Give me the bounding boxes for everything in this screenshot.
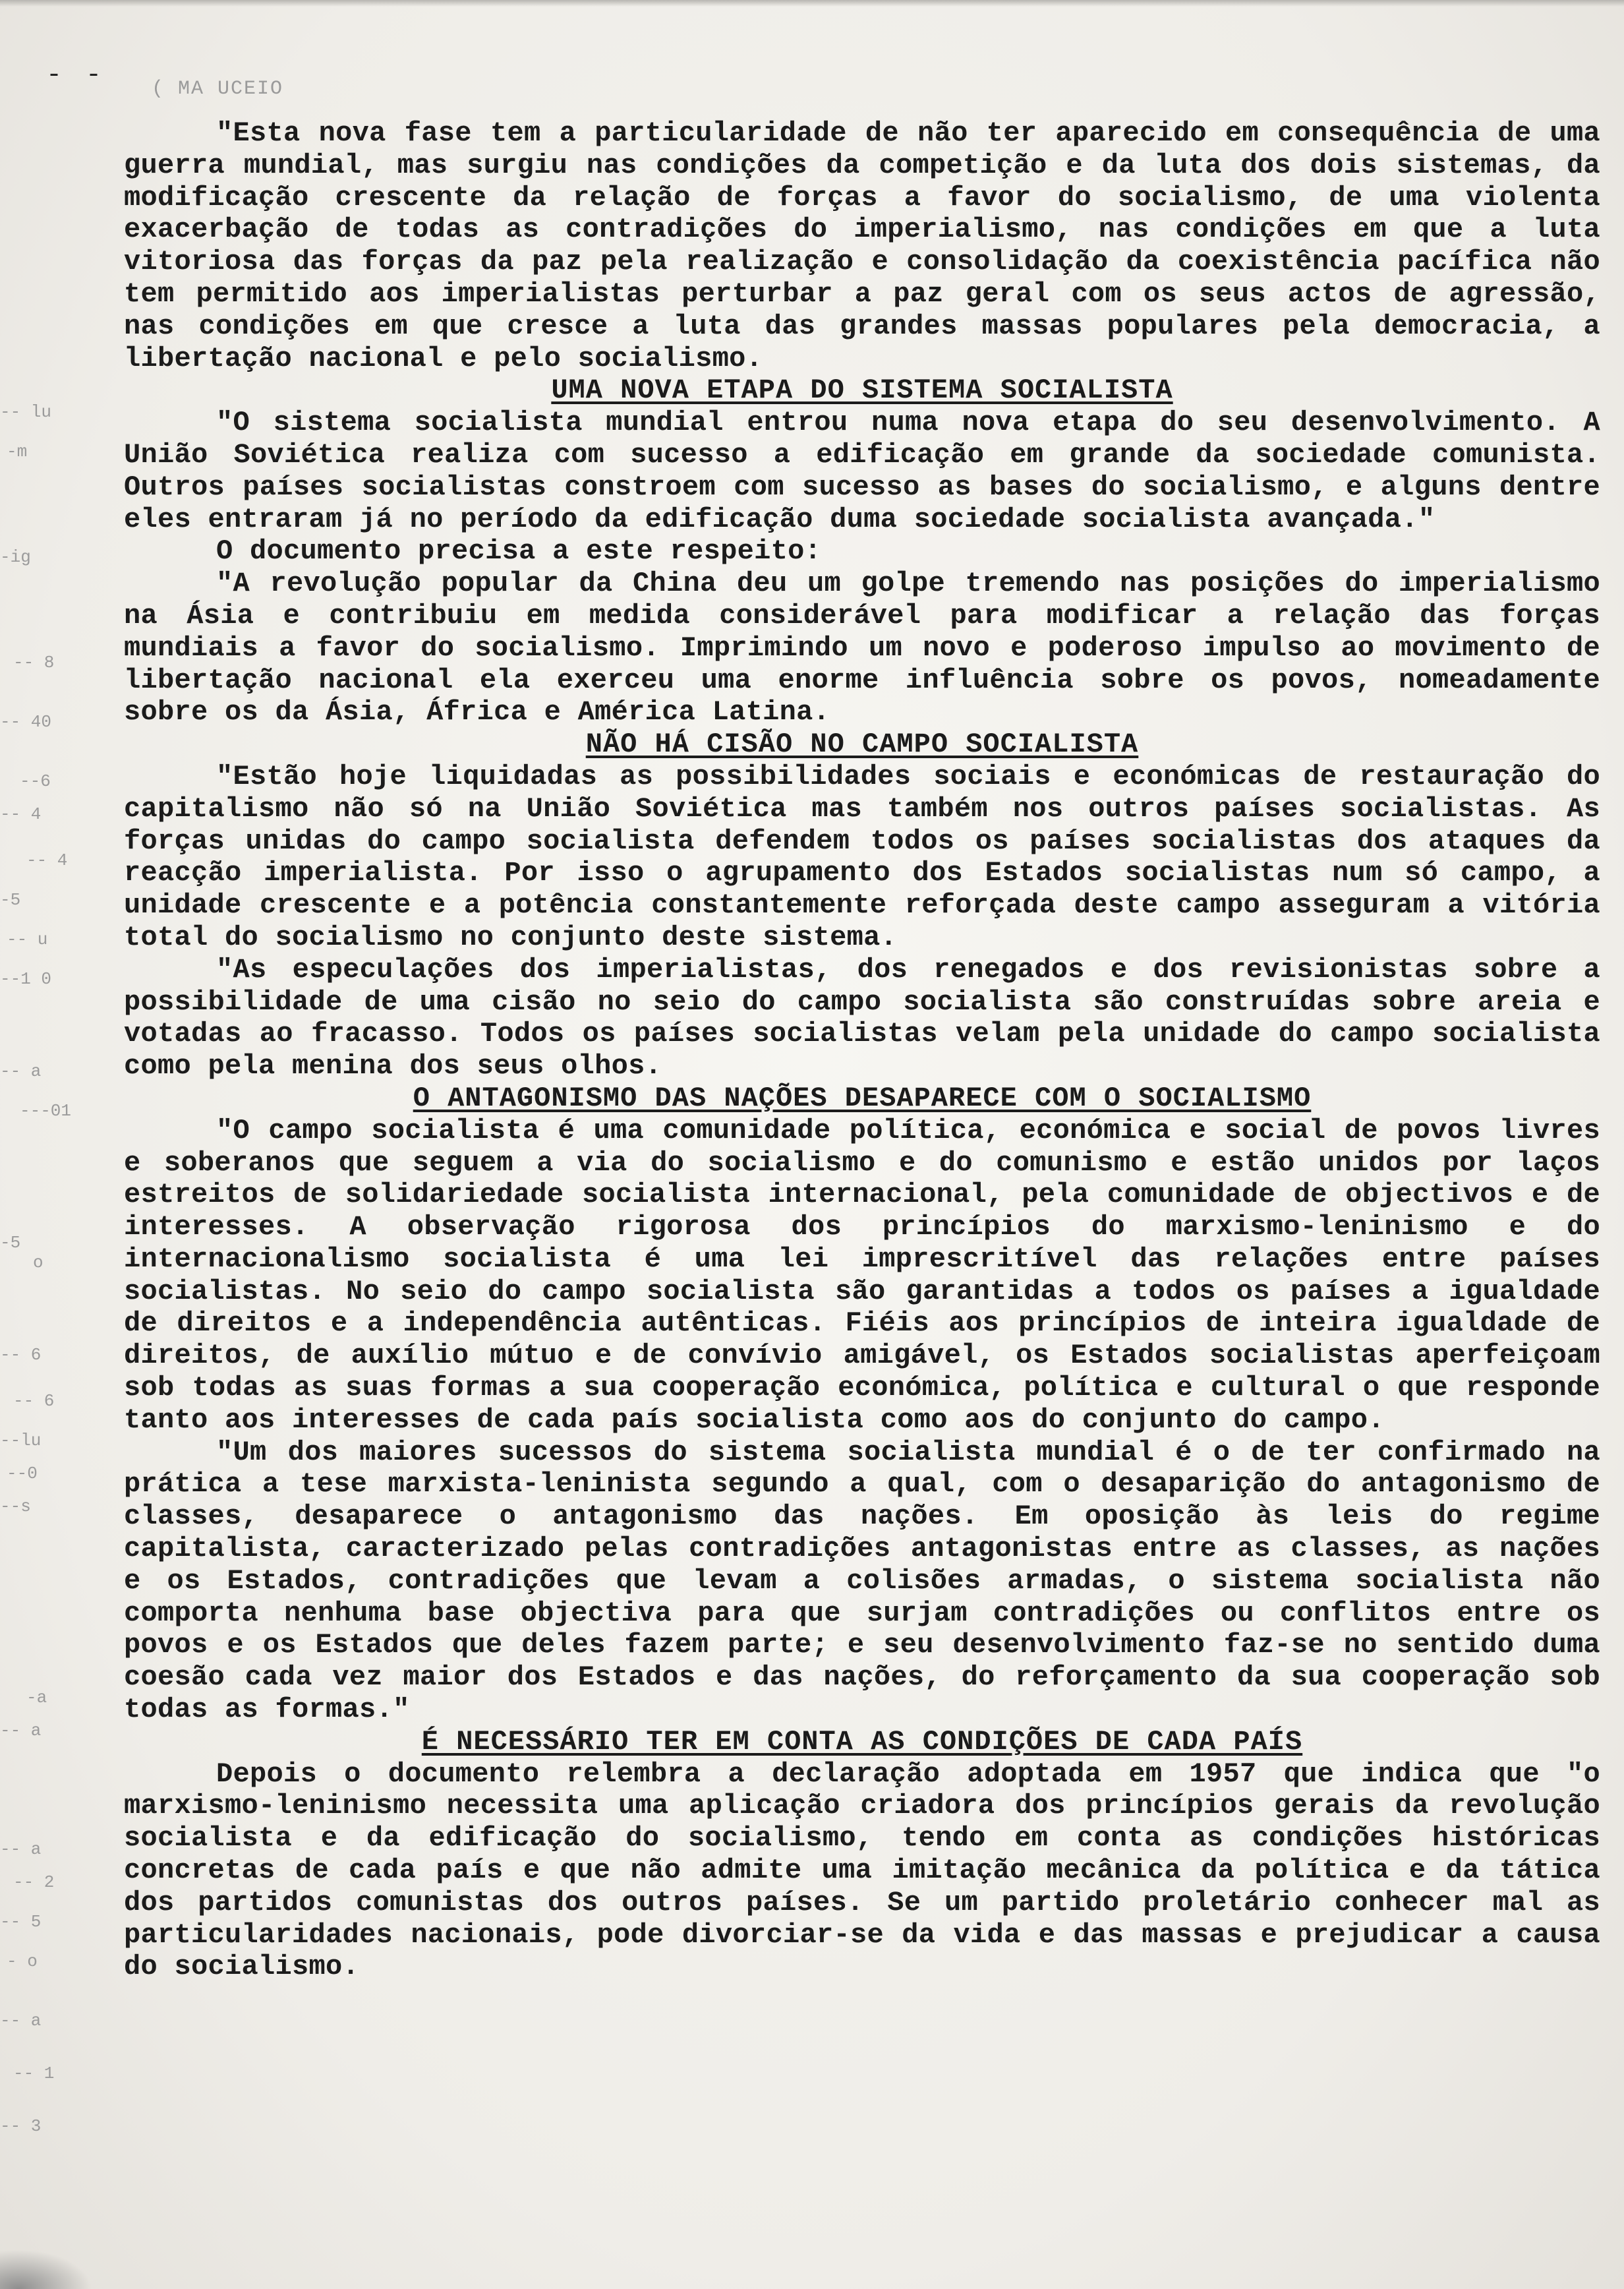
margin-note: -- 3	[0, 2116, 42, 2136]
margin-note: -- 40	[0, 712, 52, 732]
margin-note: -- a	[0, 2011, 42, 2031]
margin-note: -- a	[0, 1839, 42, 1859]
margin-note: -- 8	[13, 653, 55, 672]
section-heading: UMA NOVA ETAPA DO SISTEMA SOCIALISTA	[551, 374, 1173, 407]
margin-note: -- a	[0, 1721, 42, 1740]
corner-mark: - -	[46, 61, 106, 90]
margin-note: --lu	[0, 1431, 42, 1450]
margin-note: -- 4	[0, 804, 42, 824]
paragraph: O documento precisa a este respeito:	[216, 535, 822, 568]
margin-note: -- a	[0, 1061, 42, 1081]
paragraph: "O sistema socialista mundial entrou numa nova etapa do seu desenvolvimento. A União Soviética realiza com sucesso a edificação em grande da sociedade comunista. Outros países socialistas constroem com sucesso as bases do socialismo, e alguns dentre eles entraram já no período da edificação duma sociedade socialista avançada."	[124, 407, 1600, 535]
margin-note: -a	[26, 1688, 47, 1708]
paragraph: "Esta nova fase tem a particularidade de não ter aparecido em consequência de uma guerra mundial, mas surgiu nas condições da competição e da luta dos dois sistemas, da modificação crescente da relação de forças a favor do socialismo, de uma violenta exacerbação de todas as contradições do imperialismo, nas condições em que a luta vitoriosa das forças da paz pela realização e consolidação da coexistência pacífica não tem permitido aos imperialistas perturbar a paz geral com os seus actos de agressão, nas condições em que cresce a luta das grandes massas populares pela democracia, a libertação nacional e pelo socialismo.	[124, 117, 1600, 374]
margin-note: ---01	[20, 1101, 72, 1121]
left-margin-bleedthrough	[0, 402, 125, 2248]
section-heading: É NECESSÁRIO TER EM CONTA AS CONDIÇÕES DE CADA PAÍS	[421, 1725, 1303, 1758]
margin-note: -- 4	[26, 850, 68, 870]
paragraph: "A revolução popular da China deu um golpe tremendo nas posições do imperialismo na Ásia e contribuiu em medida considerável para modificar a relação das forças mundiais a favor do socialismo. Imprimindo um novo e poderoso impulso ao movimento de libertação nacional ela exerceu uma enorme influência sobre os povos, nomeadamente sobre os da Ásia, África e América Latina.	[124, 568, 1600, 728]
margin-note: --6	[20, 771, 51, 791]
paragraph: Depois o documento relembra a declaração adoptada em 1957 que indica que "o marxismo-leninismo necessita uma aplicação criadora dos princípios gerais da revolução socialista e da edificação do socialismo, tendo em conta as condições históricas concretas de cada país e que não admite uma imitação mecânica da política e da tática dos partidos comunistas dos outros países. Se um partido proletário conhecer mal as particularidades nacionais, pode divorciar-se da vida e das massas e prejudicar a causa do socialismo.	[124, 1758, 1600, 1983]
margin-note: -- 1	[13, 2064, 55, 2083]
margin-note: -5	[0, 1233, 21, 1253]
margin-note: - o	[7, 1951, 38, 1971]
section-heading: O ANTAGONISMO DAS NAÇÕES DESAPARECE COM O SOCIALISMO	[413, 1082, 1312, 1114]
scan-smudge	[0, 2249, 92, 2289]
paragraph: "Estão hoje liquidadas as possibilidades sociais e económicas de restauração do capitalismo não só na União Soviética mas também nos outros países socialistas. As forças unidas do campo socialista defendem todos os países socialistas dos ataques da reacção imperialista. Por isso o agrupamento dos Estados socialistas num só campo, a unidade crescente e a potência constantemente reforçada deste campo asseguram a vitória total do socialismo no conjunto deste sistema.	[124, 760, 1600, 953]
margin-note: -- 5	[0, 1912, 42, 1932]
document-body	[124, 117, 1600, 1983]
margin-note: --1 0	[0, 969, 52, 989]
margin-note: -- u	[7, 930, 48, 949]
section-heading: NÃO HÁ CISÃO NO CAMPO SOCIALISTA	[585, 728, 1139, 761]
paragraph: "As especulações dos imperialistas, dos renegados e dos revisionistas sobre a possibilidade de uma cisão no seio do campo socialista são construídas sobre areia e votadas ao fracasso. Todos os países socialistas velam pela unidade do campo socialista como pela menina dos seus olhos.	[124, 953, 1600, 1083]
margin-note: --0	[7, 1464, 38, 1483]
paragraph: "Um dos maiores sucessos do sistema socialista mundial é o de ter confirmado na prática a tese marxista-leninista segundo a qual, com o desaparição do antagonismo de classes, desaparece o antagonismo das nações. Em oposição às leis do regime capitalista, caracterizado pelas contradições antagonistas entre as classes, as nações e os Estados, contradições que levam a colisões armadas, o sistema socialista não comporta nenhuma base objectiva para que surjam contradições ou conflitos entre os povos e os Estados que deles fazem parte; e seu desenvolvimento faz-se no sentido duma coesão cada vez maior dos Estados e das nações, do reforçamento da sua cooperação sob todas as formas."	[124, 1436, 1600, 1726]
paragraph: "O campo socialista é uma comunidade política, económica e social de povos livres e soberanos que seguem a via do socialismo e do comunismo e estão unidos por laços estreitos de solidariedade socialista internacional, pela comunidade de objectivos e de interesses. A observação rigorosa dos princípios do marxismo-leninismo e do internacionalismo socialista é uma lei imprescritível das relações entre países socialistas. No seio do campo socialista são garantidas a todos os países a igualdade de direitos e a independência autênticas. Fiéis aos princípios de inteira igualdade de direitos, de auxílio mútuo e de convívio amigável, os Estados socialistas aperfeiçoam sob todas as suas formas a sua cooperação económica, política e cultural o que responde tanto aos interesses de cada país socialista como aos do conjunto do campo.	[124, 1114, 1600, 1436]
margin-note: -- 2	[13, 1872, 55, 1892]
faint-header-text: ( MA UCEIO	[152, 78, 284, 100]
margin-note: -- 6	[0, 1345, 42, 1365]
margin-note: -5	[0, 890, 21, 910]
margin-note: -m	[7, 442, 28, 461]
margin-note: o	[33, 1253, 44, 1272]
margin-note: -- lu	[0, 402, 52, 422]
page-edge-shadow	[0, 0, 1624, 7]
margin-note: --s	[0, 1497, 31, 1516]
margin-note: -- 6	[13, 1391, 55, 1411]
margin-note: -ig	[0, 547, 31, 567]
